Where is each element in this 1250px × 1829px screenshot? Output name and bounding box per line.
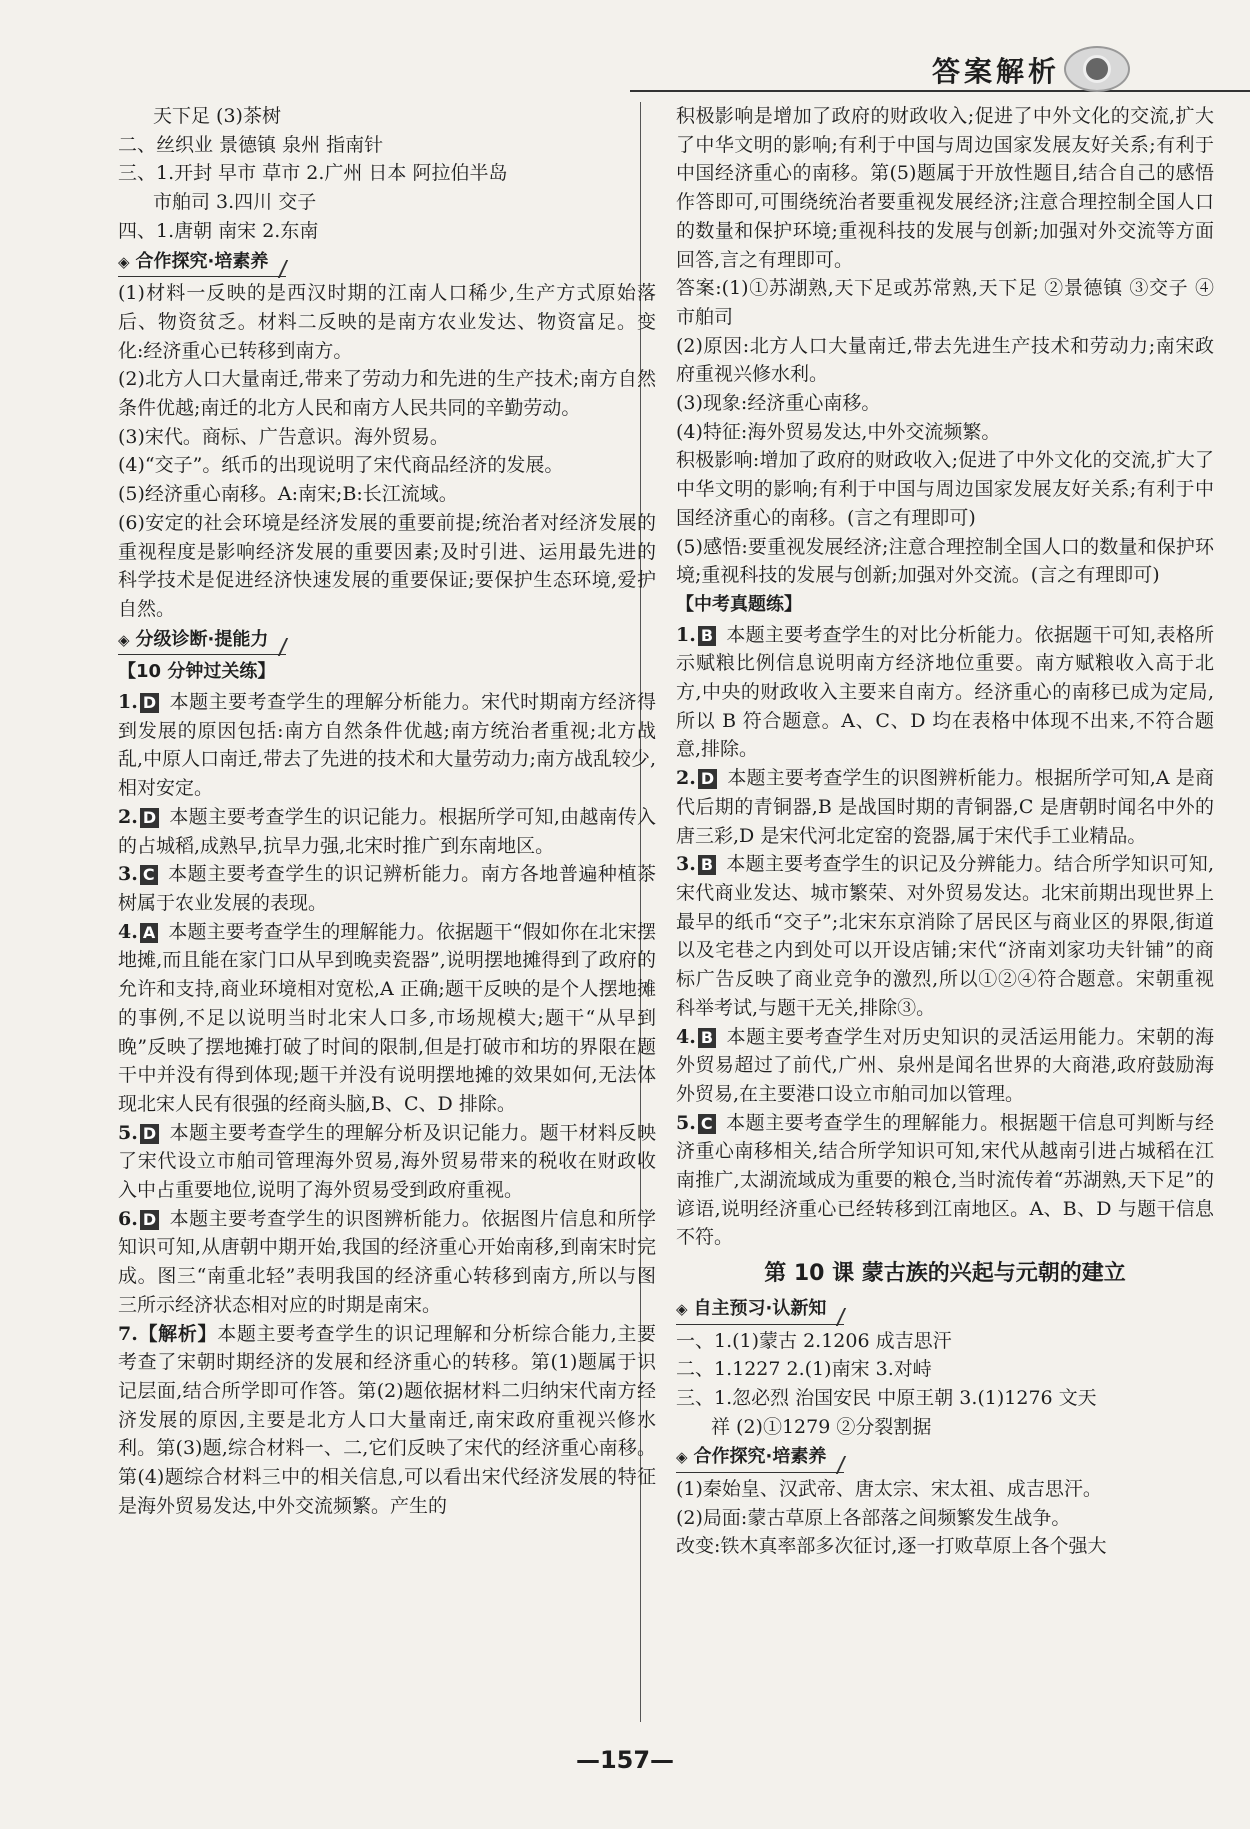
right-column xyxy=(676,102,1214,1561)
answer-badge: B xyxy=(698,1028,716,1048)
diamond-icon: ◈ xyxy=(676,1299,688,1318)
text-line: 天下足 (3)茶树 xyxy=(153,105,281,127)
question-item: 5. D 本题主要考查学生的理解分析及识记能力。题干材料反映了宋代设立市舶司管理海外贸易,海外贸易带来的税收在财政收入中占重要地位,说明了海外贸易受到政府重视。 xyxy=(118,1121,656,1202)
paragraph: 积极影响:增加了政府的财政收入;促进了中外文化的交流,扩大了中华文明的影响;有利于中国与周边国家发展友好关系;有利于中国经济重心的南移。(言之有理即可) xyxy=(676,449,1214,529)
lesson-title: 第 10 课 蒙古族的兴起与元朝的建立 xyxy=(764,1261,1126,1287)
paragraph: (2)局面:蒙古草原上各部落之间频繁发生战争。 xyxy=(676,1506,1071,1529)
question-item: 2. D 本题主要考查学生的识记能力。根据所学可知,由越南传入的占城稻,成熟早,抗旱力强,北宋时推广到东南地区。 xyxy=(118,805,656,857)
question-item: 6. D 本题主要考查学生的识图辨析能力。依据图片信息和所学知识可知,从唐朝中期开始,我国的经济重心开始南移,到南宋时完成。图三“南重北轻”表明我国的经济重心转移到南方,所以与图三所示经济状态相对应的时期是南宋。 xyxy=(118,1207,656,1316)
answer-badge: C xyxy=(698,1114,716,1134)
paragraph: (4)“交子”。纸币的出现说明了宋代商品经济的发展。 xyxy=(118,454,564,477)
question-item: 5. C 本题主要考查学生的理解能力。根据题干信息可判断与经济重心南移相关,结合所学知识可知,宋代从越南引进占城稻在江南推广,太湖流域成为重要的粮仓,当时流传着“苏湖熟,天下足”的谚语,说明经济重心已经转移到江南地区。A、B、D 与题干信息不符。 xyxy=(676,1111,1214,1249)
logo-icon xyxy=(1064,46,1130,92)
answer-badge: B xyxy=(698,855,716,875)
text-line: 祥 (2)①1279 ②分裂割据 xyxy=(711,1415,932,1438)
paragraph: (3)现象:经济重心南移。 xyxy=(676,392,881,415)
text-line: 二、丝织业 景德镇 泉州 指南针 xyxy=(118,133,384,156)
paragraph: (3)宋代。商标、广告意识。海外贸易。 xyxy=(118,425,449,448)
header-title: 答案解析 xyxy=(931,55,1060,88)
diamond-icon: ◈ xyxy=(676,1448,688,1467)
section-heading: ◈ 合作探究·培素养 xyxy=(118,248,286,278)
subsection-heading: 【中考真题练】 xyxy=(676,593,802,615)
left-column xyxy=(118,102,656,1520)
answer-badge: D xyxy=(140,693,159,713)
section-heading: ◈ 自主预习·认新知 xyxy=(676,1295,844,1325)
answer-badge: D xyxy=(698,769,717,789)
question-item: 2. D 本题主要考查学生的识图辨析能力。根据所学可知,A 是商代后期的青铜器,B 是战国时期的青铜器,C 是唐朝时闻名中外的唐三彩,D 是宋代河北定窑的瓷器,属于宋代手工业精品。 xyxy=(676,767,1214,847)
paragraph: 改变:铁木真率部多次征讨,逐一打败草原上各个强大 xyxy=(676,1535,1107,1558)
paragraph: 答案:(1)①苏湖熟,天下足或苏常熟,天下足 ②景德镇 ③交子 ④市舶司 xyxy=(676,277,1214,328)
diamond-icon: ◈ xyxy=(118,252,130,271)
text-line: 三、1.忽必烈 治国安民 中原王朝 3.(1)1276 文天 xyxy=(676,1386,1097,1409)
text-line: 市舶司 3.四川 交子 xyxy=(153,191,317,214)
paragraph: (5)经济重心南移。A:南宋;B:长江流域。 xyxy=(118,483,458,506)
paragraph: (2)原因:北方人口大量南迁,带去先进生产技术和劳动力;南宋政府重视兴修水利。 xyxy=(676,334,1214,386)
text-line: 三、1.开封 早市 草市 2.广州 日本 阿拉伯半岛 xyxy=(118,162,508,185)
paragraph: (2)北方人口大量南迁,带来了劳动力和先进的生产技术;南方自然条件优越;南迁的北方人民和南方人民共同的辛勤劳动。 xyxy=(118,368,656,420)
answer-badge: A xyxy=(140,923,158,943)
answer-badge: D xyxy=(140,1210,159,1230)
text-line: 一、1.(1)蒙古 2.1206 成吉思汗 xyxy=(676,1329,952,1352)
paragraph: (4)特征:海外贸易发达,中外交流频繁。 xyxy=(676,420,1001,443)
answer-badge: D xyxy=(140,808,159,828)
question-item: 7.【解析】本题主要考查学生的识记理解和分析综合能力,主要考查了宋朝时期经济的发展和经济重心的转移。第(1)题属于识记层面,结合所学即可作答。第(2)题依据材料二归纳宋代南方经济发展的原因,主要是北方人口大量南迁,南宋政府重视兴修水利。第(3)题,综合材料一、二,它们反映了宋代的经济重心南移。第(4)题综合材料三中的相关信息,可以看出宋代经济发展的特征是海外贸易发达,中外交流频繁。产生的 xyxy=(118,1322,656,1517)
answer-badge: D xyxy=(140,1124,159,1144)
diamond-icon: ◈ xyxy=(118,630,130,649)
question-item: 1. D 本题主要考查学生的理解分析能力。宋代时期南方经济得到发展的原因包括:南方自然条件优越;南方统治者重视;北方战乱,中原人口南迁,带去了先进的技术和大量劳动力;南方战乱较少,相对安定。 xyxy=(118,691,656,800)
question-item: 1. B 本题主要考查学生的对比分析能力。依据题干可知,表格所示赋粮比例信息说明南方经济地位重要。南方赋粮收入高于北方,中央的财政收入主要来自南方。经济重心的南移已成为定局,所以 B 符合题意。A、C、D 均在表格中体现不出来,不符合题意,排除。 xyxy=(676,623,1214,761)
text-line: 四、1.唐朝 南宋 2.东南 xyxy=(118,219,319,242)
answer-badge: C xyxy=(140,865,158,885)
page-number: —157— xyxy=(575,1746,675,1774)
paragraph: (1)秦始皇、汉武帝、唐太宗、宋太祖、成吉思汗。 xyxy=(676,1478,1102,1501)
answer-badge: B xyxy=(698,626,716,646)
question-item: 4. A 本题主要考查学生的理解能力。依据题干“假如你在北宋摆地摊,而且能在家门口从早到晚卖瓷器”,说明摆地摊得到了政府的允许和支持,商业环境相对宽松,A 正确;题干反映的是个人摆地摊的事例,不足以说明当时北宋人口多,市场规模大;题干“从早到晚”反映了摆地摊打破了时间的限制,但是打破市和坊的界限在题干中并没有得到体现;题干并没有说明摆地摊的效果如何,无法体现北宋人民有很强的经商头脑,B、C、D 排除。 xyxy=(118,920,656,1115)
question-item: 3. C 本题主要考查学生的识记辨析能力。南方各地普遍种植茶树属于农业发展的表现。 xyxy=(118,863,656,914)
text-line: 二、1.1227 2.(1)南宋 3.对峙 xyxy=(676,1358,932,1381)
paragraph: 积极影响是增加了政府的财政收入;促进了中外文化的交流,扩大了中华文明的影响;有利于中国与周边国家发展友好关系;有利于中国经济重心的南移。第(5)题属于开放性题目,结合自己的感悟作答即可,可围绕统治者要重视发展经济;注意合理控制全国人口的数量和保护环境;重视科技的发展与创新;加强对外交流等方面回答,言之有理即可。 xyxy=(676,105,1214,271)
question-item: 3. B 本题主要考查学生的识记及分辨能力。结合所学知识可知,宋代商业发达、城市繁荣、对外贸易发达。北宋前期出现世界上最早的纸币“交子”;北宋东京消除了居民区与商业区的界限,街道以及宅巷之内到处可以开设店铺;宋代“济南刘家功夫针铺”的商标广告反映了商业竞争的激烈,所以①②④符合题意。宋朝重视科举考试,与题干无关,排除③。 xyxy=(676,853,1214,1019)
section-heading: ◈ 合作探究·培素养 xyxy=(676,1443,844,1473)
page-header xyxy=(630,44,1250,92)
paragraph: (1)材料一反映的是西汉时期的江南人口稀少,生产方式原始落后、物资贫乏。材料二反映的是南方农业发达、物资富足。变化:经济重心已转移到南方。 xyxy=(118,282,656,362)
subsection-heading: 【10 分钟过关练】 xyxy=(118,661,276,683)
analysis-label: 【解析】 xyxy=(137,1322,218,1345)
section-heading: ◈ 分级诊断·提能力 xyxy=(118,626,286,656)
paragraph: (5)感悟:要重视发展经济;注意合理控制全国人口的数量和保护环境;重视科技的发展与创新;加强对外交流。(言之有理即可) xyxy=(676,535,1214,587)
paragraph: (6)安定的社会环境是经济发展的重要前提;统治者对经济发展的重视程度是影响经济发展的重要因素;及时引进、运用最先进的科学技术是促进经济快速发展的重要保证;要保护生态环境,爱护自然。 xyxy=(118,511,656,620)
question-item: 4. B 本题主要考查学生对历史知识的灵活运用能力。宋朝的海外贸易超过了前代,广州、泉州是闻名世界的大商港,政府鼓励海外贸易,在主要港口设立市舶司加以管理。 xyxy=(676,1025,1214,1105)
